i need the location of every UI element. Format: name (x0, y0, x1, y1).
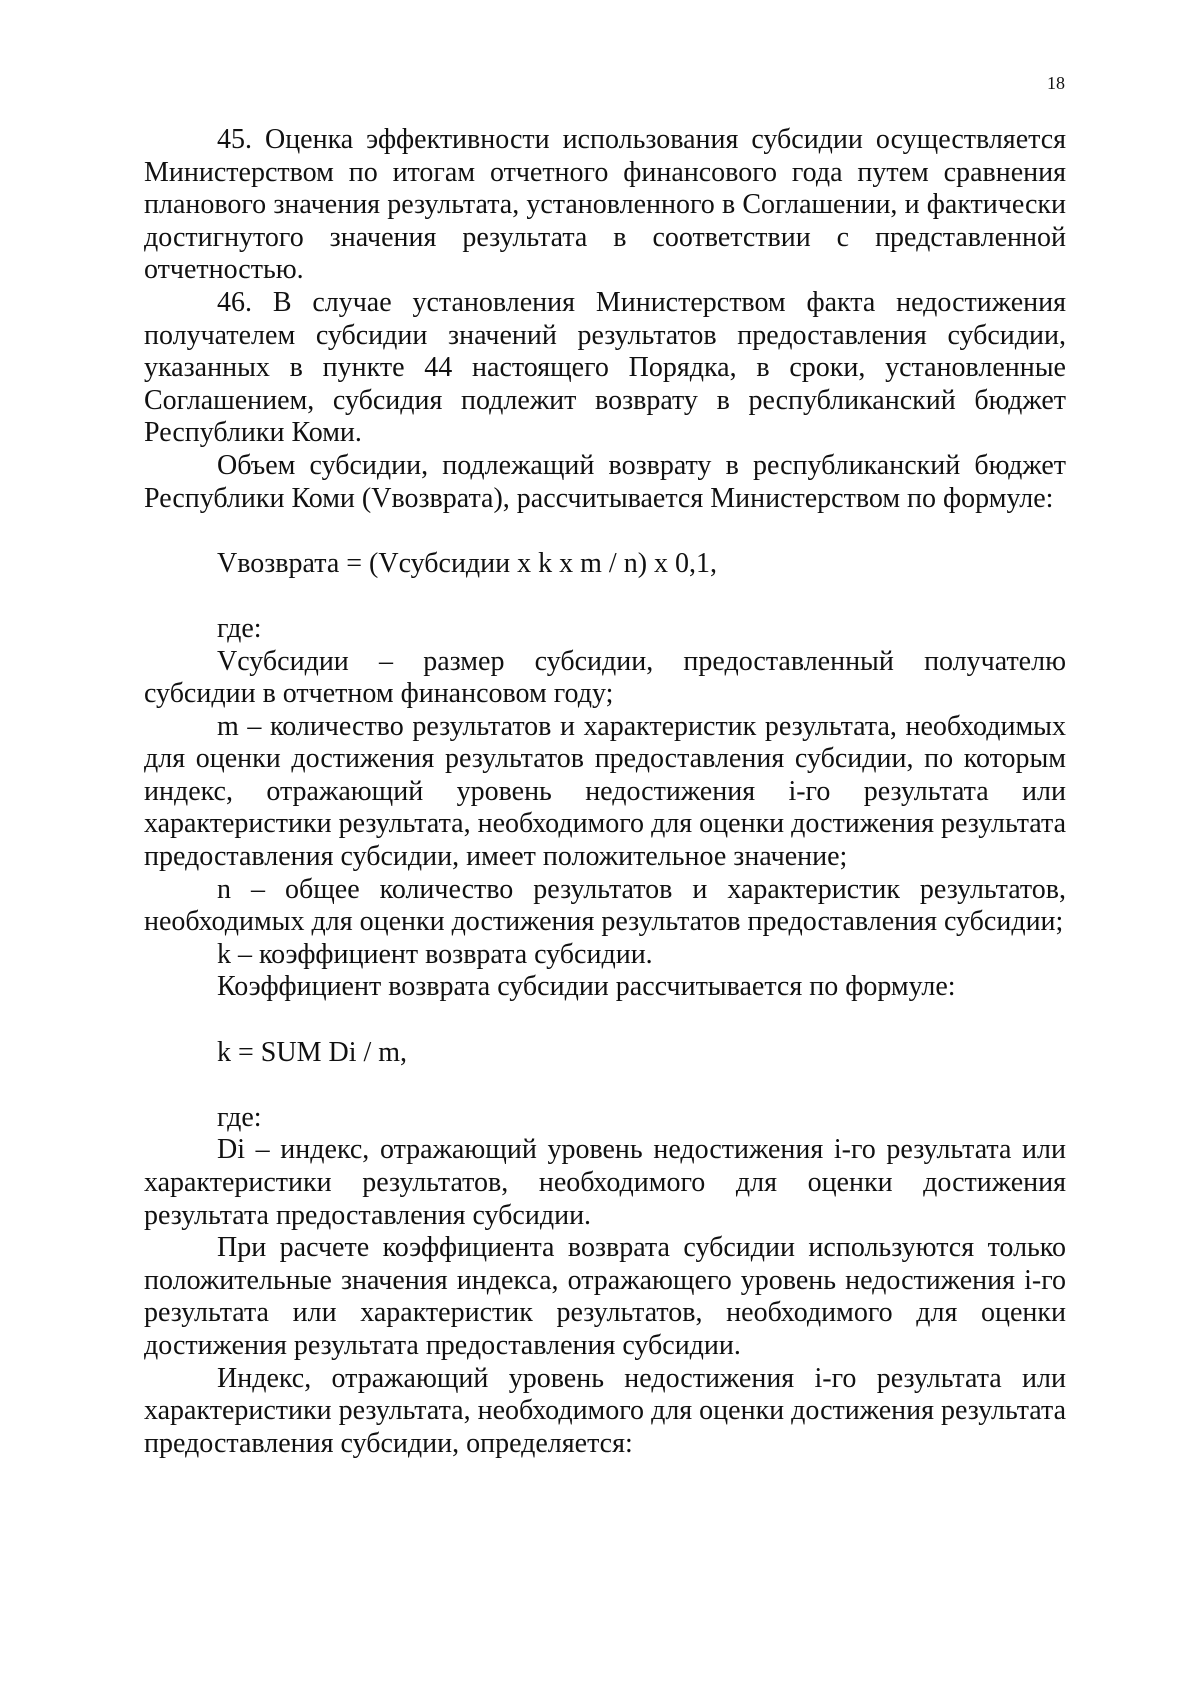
paragraph-refund-volume: Объем субсидии, подлежащий возврату в республиканский бюджет Республики Коми (Vвозврата), рассчитывается Министерством по формуле: (144, 449, 1066, 514)
definition-di: Di – индекс, отражающий уровень недостижения i-го результата или характеристики результатов, необходимого для оценки достижения результата предоставления субсидии. (144, 1134, 1066, 1231)
formula-refund: Vвозврата = (Vсубсидии x k x m / n) x 0,1, (217, 547, 718, 579)
paragraph-46: 46. В случае установления Министерством факта недостижения получателем субсидии значений результатов предоставления субсидии, указанных в пункте 44 настоящего Порядка, в сроки, установленные Соглашением, субсидия подлежит возврату в республиканский бюджет Республики Коми. (144, 286, 1066, 449)
paragraph-index: Индекс, отражающий уровень недостижения i-го результата или характеристики результата, необходимого для оценки достижения результата предоставления субсидии, определяется: (144, 1362, 1066, 1459)
blank-line (144, 1069, 1066, 1102)
where-label: где: (217, 612, 262, 644)
definition-vsubsidy: Vсубсидии – размер субсидии, предоставленный получателю субсидии в отчетном финансовом году; (144, 645, 1066, 710)
blank-line (144, 580, 1066, 613)
where-label: где: (217, 1101, 262, 1133)
document-body (144, 124, 1066, 1460)
page-number: 18 (1047, 73, 1065, 93)
definition-n: n – общее количество результатов и характеристик результатов, необходимых для оценки достижения результатов предоставления субсидии; (144, 873, 1066, 938)
paragraph-45: 45. Оценка эффективности использования субсидии осуществляется Министерством по итогам отчетного финансового года путем сравнения планового значения результата, установленного в Соглашении, и фактически достигнутого значения результата в соответствии с представленной отчетностью. (144, 124, 1066, 286)
formula-coefficient: k = SUM Di / m, (217, 1036, 408, 1068)
paragraph-positive-values: При расчете коэффициента возврата субсидии используются только положительные значения индекса, отражающего уровень недостижения i-го результата или характеристик результатов, необходимого для оценки достижения результата предоставления субсидии. (144, 1232, 1066, 1361)
definition-k: k – коэффициент возврата субсидии. (217, 938, 653, 970)
blank-line (144, 1004, 1066, 1037)
coefficient-intro: Коэффициент возврата субсидии рассчитывается по формуле: (217, 971, 956, 1003)
definition-m: m – количество результатов и характеристик результата, необходимых для оценки достижения результатов предоставления субсидии, по которым индекс, отражающий уровень недостижения i-го результата или характеристики результата, необходимого для оценки достижения результата предоставления субсидии, имеет положительное значение; (144, 710, 1066, 873)
blank-line (144, 515, 1066, 548)
